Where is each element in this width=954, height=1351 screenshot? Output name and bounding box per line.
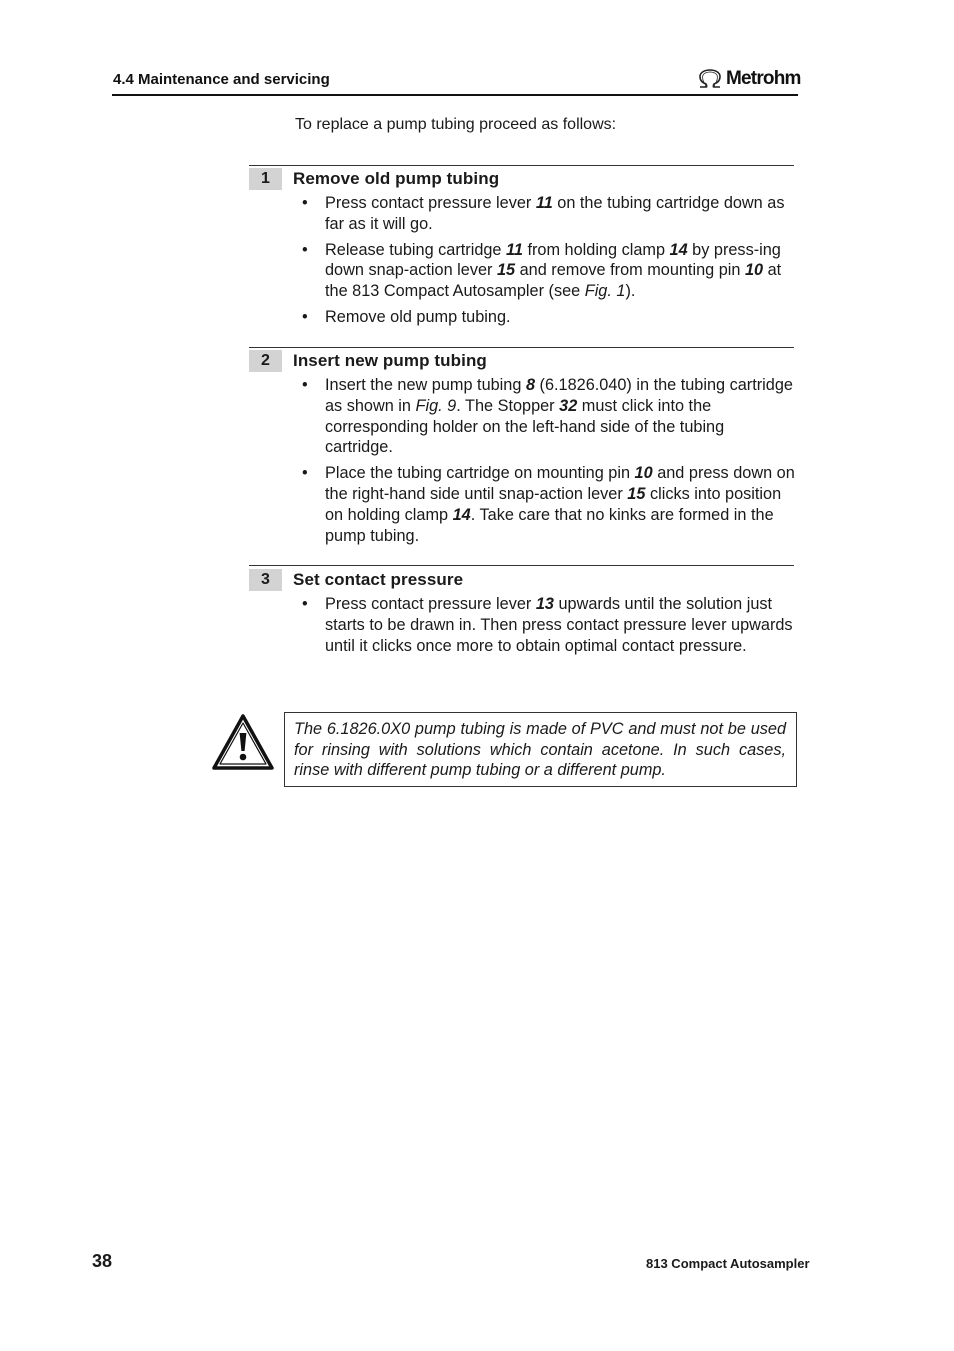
bullet-dot: • bbox=[302, 376, 308, 394]
bullet-text: from holding clamp bbox=[522, 240, 670, 259]
bullet-item bbox=[300, 240, 796, 302]
step-number: 3 bbox=[249, 569, 282, 591]
footer-product: 813 Compact Autosampler bbox=[646, 1256, 810, 1271]
step-rule bbox=[249, 565, 794, 566]
part-reference: 14 bbox=[452, 505, 471, 524]
bullet-text: ). bbox=[625, 282, 636, 301]
step-bullets bbox=[300, 375, 796, 551]
figure-reference: Fig. 9 bbox=[415, 396, 457, 415]
bullet-text: Remove old pump tubing. bbox=[325, 307, 511, 326]
header-rule bbox=[112, 94, 798, 96]
section-title: 4.4 Maintenance and servicing bbox=[113, 71, 330, 88]
part-reference: 13 bbox=[535, 595, 554, 613]
bullet-item bbox=[300, 375, 796, 458]
step-number: 2 bbox=[249, 350, 282, 372]
bullet-text: Press contact pressure lever bbox=[325, 595, 536, 613]
warning-triangle-icon bbox=[212, 714, 274, 775]
step-number: 1 bbox=[249, 168, 282, 190]
step-title: Set contact pressure bbox=[293, 570, 464, 589]
part-reference: 15 bbox=[627, 484, 646, 503]
step-bullets bbox=[300, 193, 796, 333]
intro-text: To replace a pump tubing proceed as follows: bbox=[295, 116, 617, 133]
bullet-text: . The Stopper bbox=[456, 396, 560, 415]
bullet-text: Release tubing cartridge bbox=[325, 240, 507, 259]
bullet-text: Insert the new pump tubing bbox=[325, 376, 526, 394]
part-reference: 14 bbox=[669, 240, 688, 259]
bullet-dot: • bbox=[302, 464, 308, 483]
part-reference: 11 bbox=[506, 240, 523, 259]
brand-logo bbox=[697, 67, 801, 91]
bullet-dot: • bbox=[302, 240, 308, 259]
bullet-text: Place the tubing cartridge on mounting pin bbox=[325, 464, 635, 483]
step-rule bbox=[249, 347, 794, 348]
omega-icon bbox=[697, 68, 723, 90]
step-title: Remove old pump tubing bbox=[293, 169, 500, 188]
bullet-dot: • bbox=[302, 307, 308, 326]
part-reference: 11 bbox=[535, 194, 553, 212]
figure-reference: Fig. 1 bbox=[584, 282, 626, 301]
step-title: Insert new pump tubing bbox=[293, 351, 487, 370]
step-rule bbox=[249, 165, 794, 166]
bullet-text: at the 813 Compact Autosampler (see bbox=[325, 261, 782, 301]
bullet-dot: • bbox=[302, 595, 308, 613]
bullet-text: clicks into position on holding clamp bbox=[325, 484, 782, 524]
bullet-dot: • bbox=[302, 194, 308, 212]
logo-text: Metrohm bbox=[726, 68, 801, 89]
warning-note: The 6.1826.0X0 pump tubing is made of PVC and must not be used for rinsing with solutions which contain acetone. In such cases, rinse with different pump tubing or a different pump. bbox=[284, 712, 797, 787]
bullet-text: upwards until the solution just starts to be drawn in. Then press contact pressure lever upwards until it clicks once more to obtain optimal contact pressure. bbox=[325, 595, 793, 655]
part-reference: 15 bbox=[496, 261, 516, 280]
bullet-text: must click into the corresponding holder on the left-hand side of the tubing cartridge. bbox=[325, 396, 725, 457]
bullet-text: by press-ing down snap-action lever bbox=[325, 240, 781, 280]
bullet-text: on the tubing cartridge down as far as it will go. bbox=[325, 194, 785, 233]
bullet-item bbox=[300, 307, 796, 328]
bullet-text: and press down on the right-hand side until snap-action lever bbox=[325, 464, 795, 503]
bullet-text: Press contact pressure lever bbox=[325, 194, 536, 212]
bullet-text: . Take care that no kinks are formed in the pump tubing. bbox=[325, 505, 774, 545]
bullet-item bbox=[300, 193, 796, 235]
bullet-text: and remove from mounting pin bbox=[515, 261, 745, 280]
bullet-text: (6.1826.040) in the tubing cartridge as shown in bbox=[325, 376, 793, 415]
bullet-item bbox=[300, 463, 796, 546]
bullet-item bbox=[300, 594, 796, 656]
part-reference: 32 bbox=[559, 396, 578, 415]
part-reference: 8 bbox=[525, 376, 535, 394]
step-bullets bbox=[300, 594, 796, 661]
part-reference: 10 bbox=[744, 261, 764, 280]
part-reference: 10 bbox=[634, 464, 653, 483]
page-number: 38 bbox=[92, 1251, 113, 1271]
